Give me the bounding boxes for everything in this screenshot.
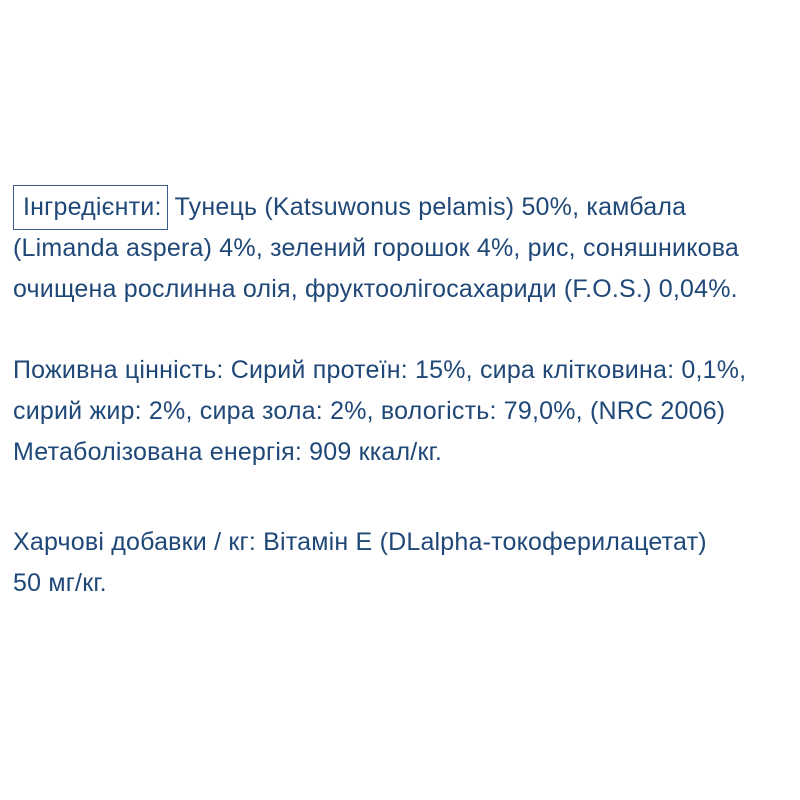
nutrition-paragraph <box>13 350 792 473</box>
ingredients-line-1 <box>13 187 792 228</box>
ingredients-line-3: очищена рослинна олія, фруктоолігосахариди (F.O.S.) 0,04%. <box>13 275 738 303</box>
additives-paragraph <box>13 522 792 604</box>
ingredients-line-1-text: Тунець (Katsuwonus pelamis) 50%, камбала <box>174 193 687 221</box>
additives-line-2: 50 мг/кг. <box>13 569 107 597</box>
ingredients-paragraph <box>13 187 792 310</box>
nutrition-line-3: Метаболізована енергія: 909 ккал/кг. <box>13 438 443 466</box>
nutrition-line-1: Поживна цінність: Сирий протеїн: 15%, сира клітковина: 0,1%, <box>13 356 747 384</box>
ingredients-heading-box: Інгредієнти: <box>13 185 168 230</box>
nutrition-line-2: сирий жир: 2%, сира зола: 2%, вологість: 79,0%, (NRC 2006) <box>13 397 726 425</box>
additives-line-1: Харчові добавки / кг: Вітамін Е (DLalpha-токоферилацетат) <box>13 528 707 556</box>
ingredients-line-2: (Limanda aspera) 4%, зелений горошок 4%, рис, соняшникова <box>13 234 740 262</box>
label-text-block <box>13 187 792 604</box>
